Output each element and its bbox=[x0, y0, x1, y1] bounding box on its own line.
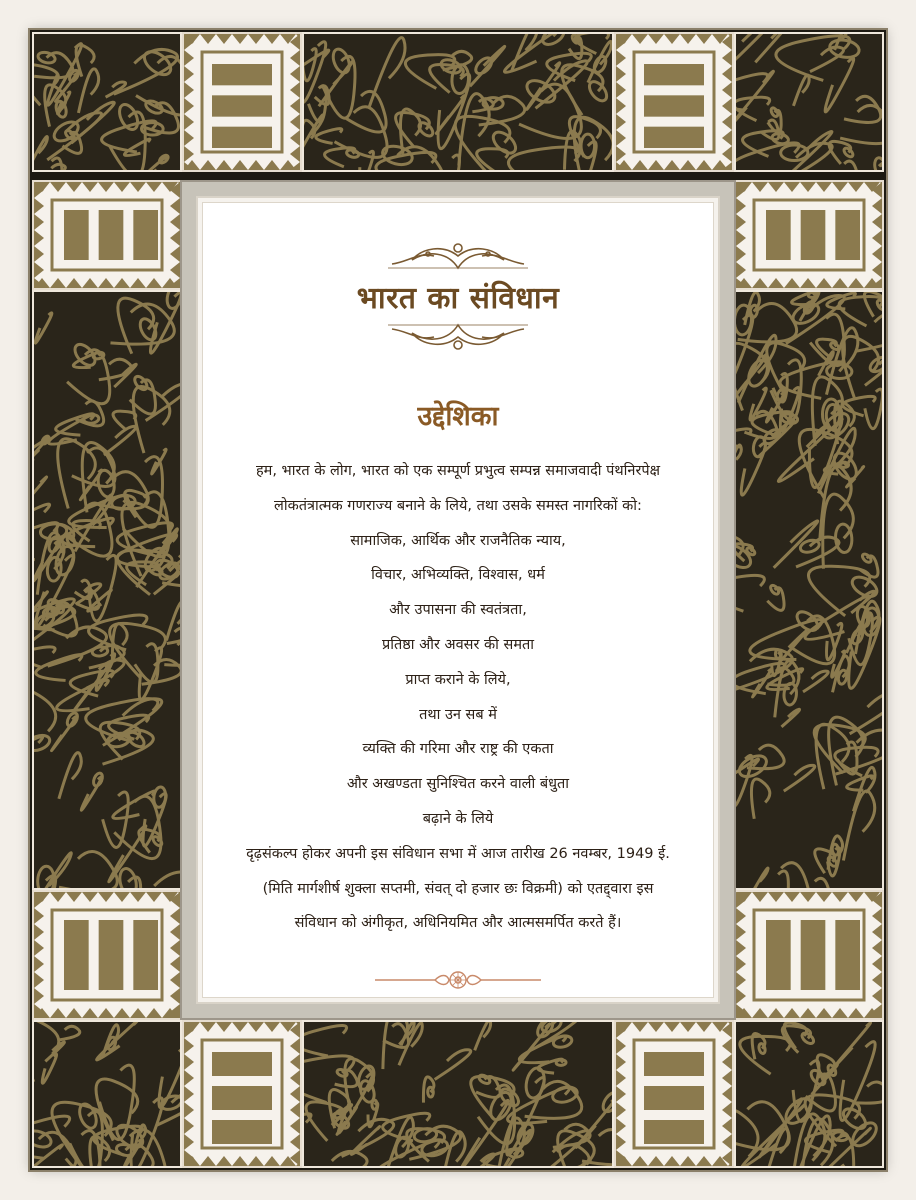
geometric-border-tile bbox=[734, 180, 884, 290]
floral-border-tile bbox=[302, 1020, 614, 1168]
preamble-line: तथा उन सब में bbox=[419, 706, 497, 723]
preamble-line: दृढ़संकल्प होकर अपनी इस संविधान सभा में आज तारीख 26 नवम्बर, 1949 ई. bbox=[246, 845, 670, 862]
preamble-heading: उद्देशिका bbox=[417, 401, 499, 432]
geometric-border-tile bbox=[734, 890, 884, 1020]
floral-border-tile bbox=[734, 32, 884, 172]
floral-border-tile bbox=[734, 1020, 884, 1168]
floral-border-tile bbox=[32, 290, 182, 890]
geometric-border-tile bbox=[32, 180, 182, 290]
preamble-line: प्राप्त कराने के लिये, bbox=[405, 671, 511, 688]
preamble-line: सामाजिक, आर्थिक और राजनैतिक न्याय, bbox=[350, 532, 566, 549]
preamble-line: विचार, अभिव्यक्ति, विश्वास, धर्म bbox=[371, 567, 545, 584]
geometric-border-tile bbox=[182, 1020, 302, 1168]
rosette-divider-icon bbox=[373, 968, 543, 992]
preamble-line: (मिति मार्गशीर्ष शुक्ला सप्तमी, संवत् दो हजार छः विक्रमी) को एतद्द्वारा इस bbox=[262, 880, 654, 897]
preamble-line: हम, भारत के लोग, भारत को एक सम्पूर्ण प्रभुत्व सम्पन्न समाजवादी पंथनिरपेक्ष bbox=[255, 463, 661, 479]
preamble-line: प्रतिष्ठा और अवसर की समता bbox=[381, 636, 535, 653]
preamble-line: लोकतंत्रात्मक गणराज्य बनाने के लिये, तथा उसके समस्त नागरिकों को: bbox=[274, 497, 642, 514]
certificate-panel bbox=[180, 180, 736, 1020]
certificate-content bbox=[196, 196, 720, 1004]
preamble-line: और उपासना की स्वतंत्रता, bbox=[389, 602, 527, 619]
preamble-text bbox=[206, 454, 710, 941]
geometric-border-tile bbox=[32, 890, 182, 1020]
geometric-border-tile bbox=[182, 32, 302, 172]
floral-flourish-icon bbox=[388, 240, 528, 270]
floral-border-tile bbox=[302, 32, 614, 172]
preamble-line: और अखण्डता सुनिश्चित करने वाली बंधुता bbox=[346, 776, 570, 793]
preamble-line: बढ़ाने के लिये bbox=[422, 810, 494, 827]
floral-border-tile bbox=[32, 1020, 182, 1168]
floral-border-tile bbox=[734, 290, 884, 890]
floral-flourish-icon bbox=[388, 323, 528, 353]
geometric-border-tile bbox=[614, 1020, 734, 1168]
floral-border-tile bbox=[32, 32, 182, 172]
document-title: भारत का संविधान bbox=[356, 281, 560, 316]
preamble-line: संविधान को अंगीकृत, अधिनियमित और आत्मसमर्पित करते हैं। bbox=[294, 915, 622, 932]
geometric-border-tile bbox=[614, 32, 734, 172]
preamble-line: व्यक्ति की गरिमा और राष्ट्र की एकता bbox=[362, 741, 554, 758]
